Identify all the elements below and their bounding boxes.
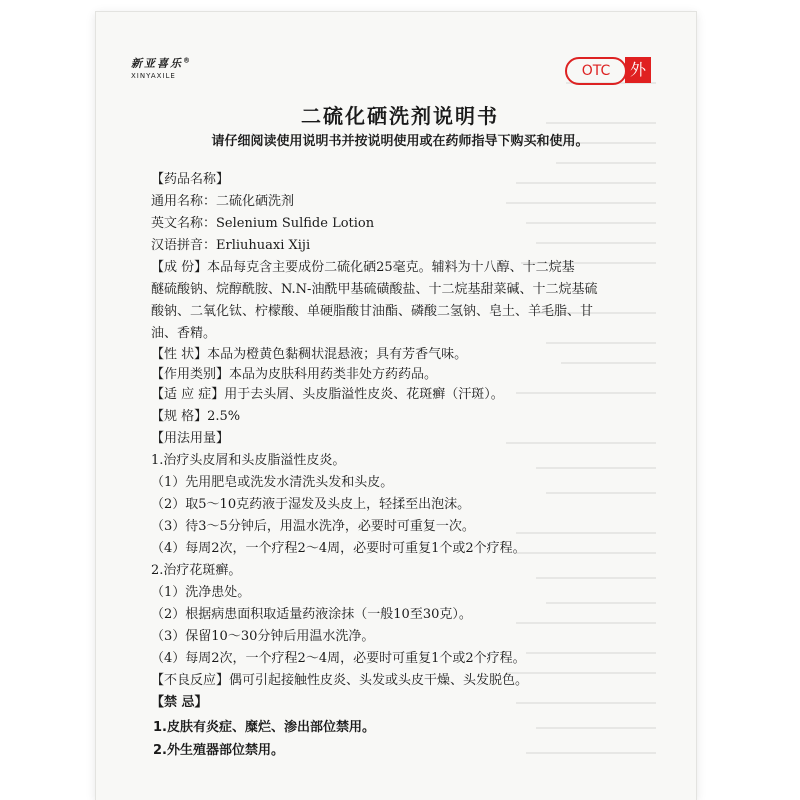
leaflet-line: 【性 状】本品为橙黄色黏稠状混悬液；具有芳香气味。 bbox=[151, 347, 468, 362]
ghost-text-line bbox=[506, 442, 656, 444]
leaflet-line: （2）根据病患面积取适量药液涂抹（一般10至30克）。 bbox=[151, 607, 472, 622]
leaflet-line: （4）每周2次，一个疗程2～4周，必要时可重复1个或2个疗程。 bbox=[151, 541, 526, 556]
leaflet-line: 油、香精。 bbox=[151, 326, 217, 341]
leaflet-line: 醚硫酸钠、烷醇酰胺、N.N-油酰甲基硫磺酸盐、十二烷基甜菜碱、十二烷基硫 bbox=[151, 282, 598, 297]
logo-cn: 新亚喜乐 bbox=[131, 57, 183, 70]
ghost-text-line bbox=[526, 752, 656, 754]
leaflet-line: 酸钠、二氧化钛、柠檬酸、单硬脂酸甘油酯、磷酸二氢钠、皂土、羊毛脂、甘 bbox=[151, 304, 594, 319]
ghost-text-line bbox=[556, 162, 656, 164]
leaflet-line: （4）每周2次，一个疗程2～4周，必要时可重复1个或2个疗程。 bbox=[151, 651, 526, 666]
leaflet-line: 通用名称：二硫化硒洗剂 bbox=[151, 194, 295, 209]
ghost-text-line bbox=[536, 242, 656, 244]
ghost-text-line bbox=[526, 222, 656, 224]
ghost-text-line bbox=[546, 492, 656, 494]
leaflet-line: 【规 格】2.5% bbox=[151, 409, 241, 424]
registered-mark: ® bbox=[183, 56, 192, 65]
ghost-text-line bbox=[536, 727, 656, 729]
ghost-text-line bbox=[506, 672, 656, 674]
leaflet-line: 2.治疗花斑癣。 bbox=[151, 563, 242, 578]
leaflet-line: 汉语拼音：Erliuhuaxi Xiji bbox=[151, 238, 311, 253]
ghost-text-line bbox=[546, 342, 656, 344]
ghost-text-line bbox=[516, 552, 656, 554]
ghost-text-line bbox=[526, 652, 656, 654]
leaflet-line: 【不良反应】偶可引起接触性皮炎、头发或头皮干燥、头发脱色。 bbox=[151, 673, 529, 688]
document-title: 二硫化硒洗剂说明书 bbox=[301, 104, 499, 128]
leaflet-line: 【禁 忌】 bbox=[151, 695, 208, 710]
leaflet-line: （1）先用肥皂或洗发水清洗头发和头皮。 bbox=[151, 475, 394, 490]
ghost-text-line bbox=[546, 602, 656, 604]
leaflet-line: 2.外生殖器部位禁用。 bbox=[153, 743, 284, 758]
leaflet-line: 1.治疗头皮屑和头皮脂溢性皮炎。 bbox=[151, 453, 346, 468]
leaflet-line: 【作用类别】本品为皮肤科用药类非处方药药品。 bbox=[151, 367, 438, 382]
ghost-text-line bbox=[516, 532, 656, 534]
ghost-text-line bbox=[516, 702, 656, 704]
otc-badge: OTC bbox=[565, 57, 627, 85]
ghost-text-line bbox=[506, 202, 656, 204]
leaflet-line: 【用法用量】 bbox=[151, 431, 230, 446]
ghost-text-line bbox=[516, 622, 656, 624]
leaflet-line: （3）待3～5分钟后，用温水洗净，必要时可重复一次。 bbox=[151, 519, 475, 534]
leaflet-line: 英文名称：Selenium Sulfide Lotion bbox=[151, 216, 375, 231]
ghost-text-line bbox=[536, 577, 656, 579]
leaflet-line: 1.皮肤有炎症、糜烂、渗出部位禁用。 bbox=[153, 720, 375, 735]
document-subtitle: 请仔细阅读使用说明书并按说明使用或在药师指导下购买和使用。 bbox=[211, 134, 589, 149]
leaflet-line: 【适 应 症】用于去头屑、头皮脂溢性皮炎、花斑癣（汗斑）。 bbox=[151, 387, 504, 402]
logo-en: XINYAXILE bbox=[131, 72, 176, 80]
ghost-text-line bbox=[516, 392, 656, 394]
leaflet-line: （3）保留10～30分钟后用温水洗净。 bbox=[151, 629, 375, 644]
leaflet-line: 【药品名称】 bbox=[151, 172, 230, 187]
ghost-text-line bbox=[516, 182, 656, 184]
leaflet-line: 【成 份】本品每克含主要成份二硫化硒25毫克。辅料为十八醇、十二烷基 bbox=[151, 260, 575, 275]
ghost-text-line bbox=[561, 362, 656, 364]
leaflet-line: （1）洗净患处。 bbox=[151, 585, 251, 600]
external-use-badge: 外 bbox=[625, 57, 651, 83]
ghost-text-line bbox=[536, 467, 656, 469]
leaflet-line: （2）取5～10克药液于湿发及头皮上，轻揉至出泡沫。 bbox=[151, 497, 471, 512]
brand-logo bbox=[131, 55, 241, 85]
